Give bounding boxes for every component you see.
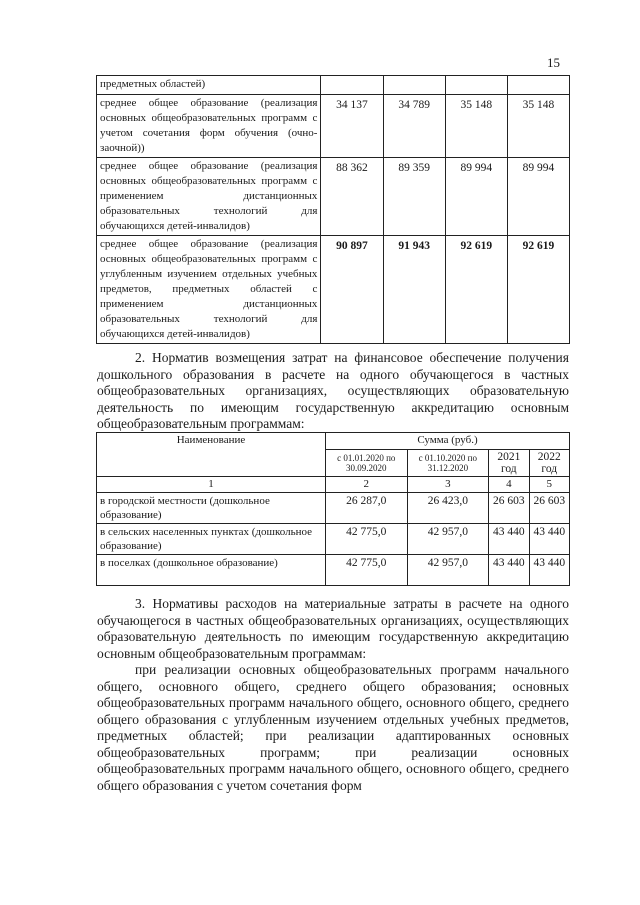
index-cell: 1 [97,477,326,493]
value-cell: 43 440 [529,555,569,586]
section-3-heading: 3. Нормативы расходов на материальные затраты в расчете на одного обучающегося в частных общеобразовательных организациях, осуществляющих образовательную деятельность по имеющим государственную аккредитацию основным общеобразовательным программам: [97,596,569,661]
table-row [97,95,570,158]
value-cell: 90 897 [321,236,383,344]
table-row [97,493,570,524]
table-row [97,76,570,95]
index-cell: 5 [529,477,569,493]
value-cell: 92 619 [507,236,569,344]
table-row [97,555,570,586]
section-2-text: 2. Норматив возмещения затрат на финансовое обеспечение получения дошкольного образования в расчете на одного обучающегося в частных общеобразовательных организациях, осуществляющих образовательную деятельность по имеющим государственную аккредитацию основным общеобразовательным программам: [97,350,569,431]
value-cell: 26 287,0 [326,493,408,524]
value-cell: 34 789 [383,95,445,158]
value-cell: 34 137 [321,95,383,158]
header-period-2: с 01.10.2020 по 31.12.2020 [407,450,489,477]
value-cell: 42 775,0 [326,555,408,586]
section-2-paragraph [97,350,569,433]
row-name: среднее общее образование (реализация основных общеобразовательных программ с учетом сочетания форм обучения (очно-заочной)) [97,95,321,158]
row-name: среднее общее образование (реализация основных общеобразовательных программ с применением дистанционных образовательных технологий для обучающихся детей-инвалидов) [97,158,321,236]
row-name: предметных областей) [97,76,321,95]
value-cell: 43 440 [489,555,529,586]
page-number: 15 [547,55,560,70]
header-name: Наименование [97,433,326,477]
index-cell: 2 [326,477,408,493]
value-cell: 42 957,0 [407,555,489,586]
value-cell: 89 359 [383,158,445,236]
value-cell: 43 440 [489,524,529,555]
funding-table-continued [96,75,570,344]
value-cell [321,76,383,95]
value-cell: 35 148 [445,95,507,158]
value-cell: 26 603 [489,493,529,524]
value-cell: 89 994 [507,158,569,236]
index-cell: 3 [407,477,489,493]
value-cell: 42 775,0 [326,524,408,555]
value-cell: 92 619 [445,236,507,344]
preschool-cost-table [96,432,570,586]
header-period-1: с 01.01.2020 по 30.09.2020 [326,450,408,477]
row-name: в городской местности (дошкольное образование) [97,493,326,524]
index-cell: 4 [489,477,529,493]
value-cell: 91 943 [383,236,445,344]
value-cell: 26 603 [529,493,569,524]
value-cell [383,76,445,95]
preschool-table-body [97,493,570,586]
value-cell: 26 423,0 [407,493,489,524]
row-name: в сельских населенных пунктах (дошкольное образование) [97,524,326,555]
header-sum: Сумма (руб.) [326,433,570,450]
header-year-2022: 2022 год [529,450,569,477]
value-cell [507,76,569,95]
table-row [97,158,570,236]
value-cell [445,76,507,95]
value-cell: 42 957,0 [407,524,489,555]
header-year-2021: 2021 год [489,450,529,477]
row-name: среднее общее образование (реализация основных общеобразовательных программ с углубленным изучением отдельных учебных предметов, предметных областей с применением дистанционных образовательных технологий для обучающихся детей-инвалидов) [97,236,321,344]
table-row [97,524,570,555]
section-3-paragraph [97,596,569,794]
table-row [97,236,570,344]
funding-table-body [97,76,570,344]
value-cell: 89 994 [445,158,507,236]
value-cell: 35 148 [507,95,569,158]
value-cell: 88 362 [321,158,383,236]
value-cell: 43 440 [529,524,569,555]
section-3-body: при реализации основных общеобразовательных программ начального общего, основного общего, среднего общего образования; основных общеобразовательных программ начального общего, основного общего, среднего общего образования с углубленным изучением отдельных учебных предметов, предметных областей; при реализации адаптированных основных общеобразовательных программ; при реализации основных общеобразовательных программ начального общего, основного общего, среднего общего образования с учетом сочетания форм [97,662,569,793]
row-name: в поселках (дошкольное образование) [97,555,326,586]
